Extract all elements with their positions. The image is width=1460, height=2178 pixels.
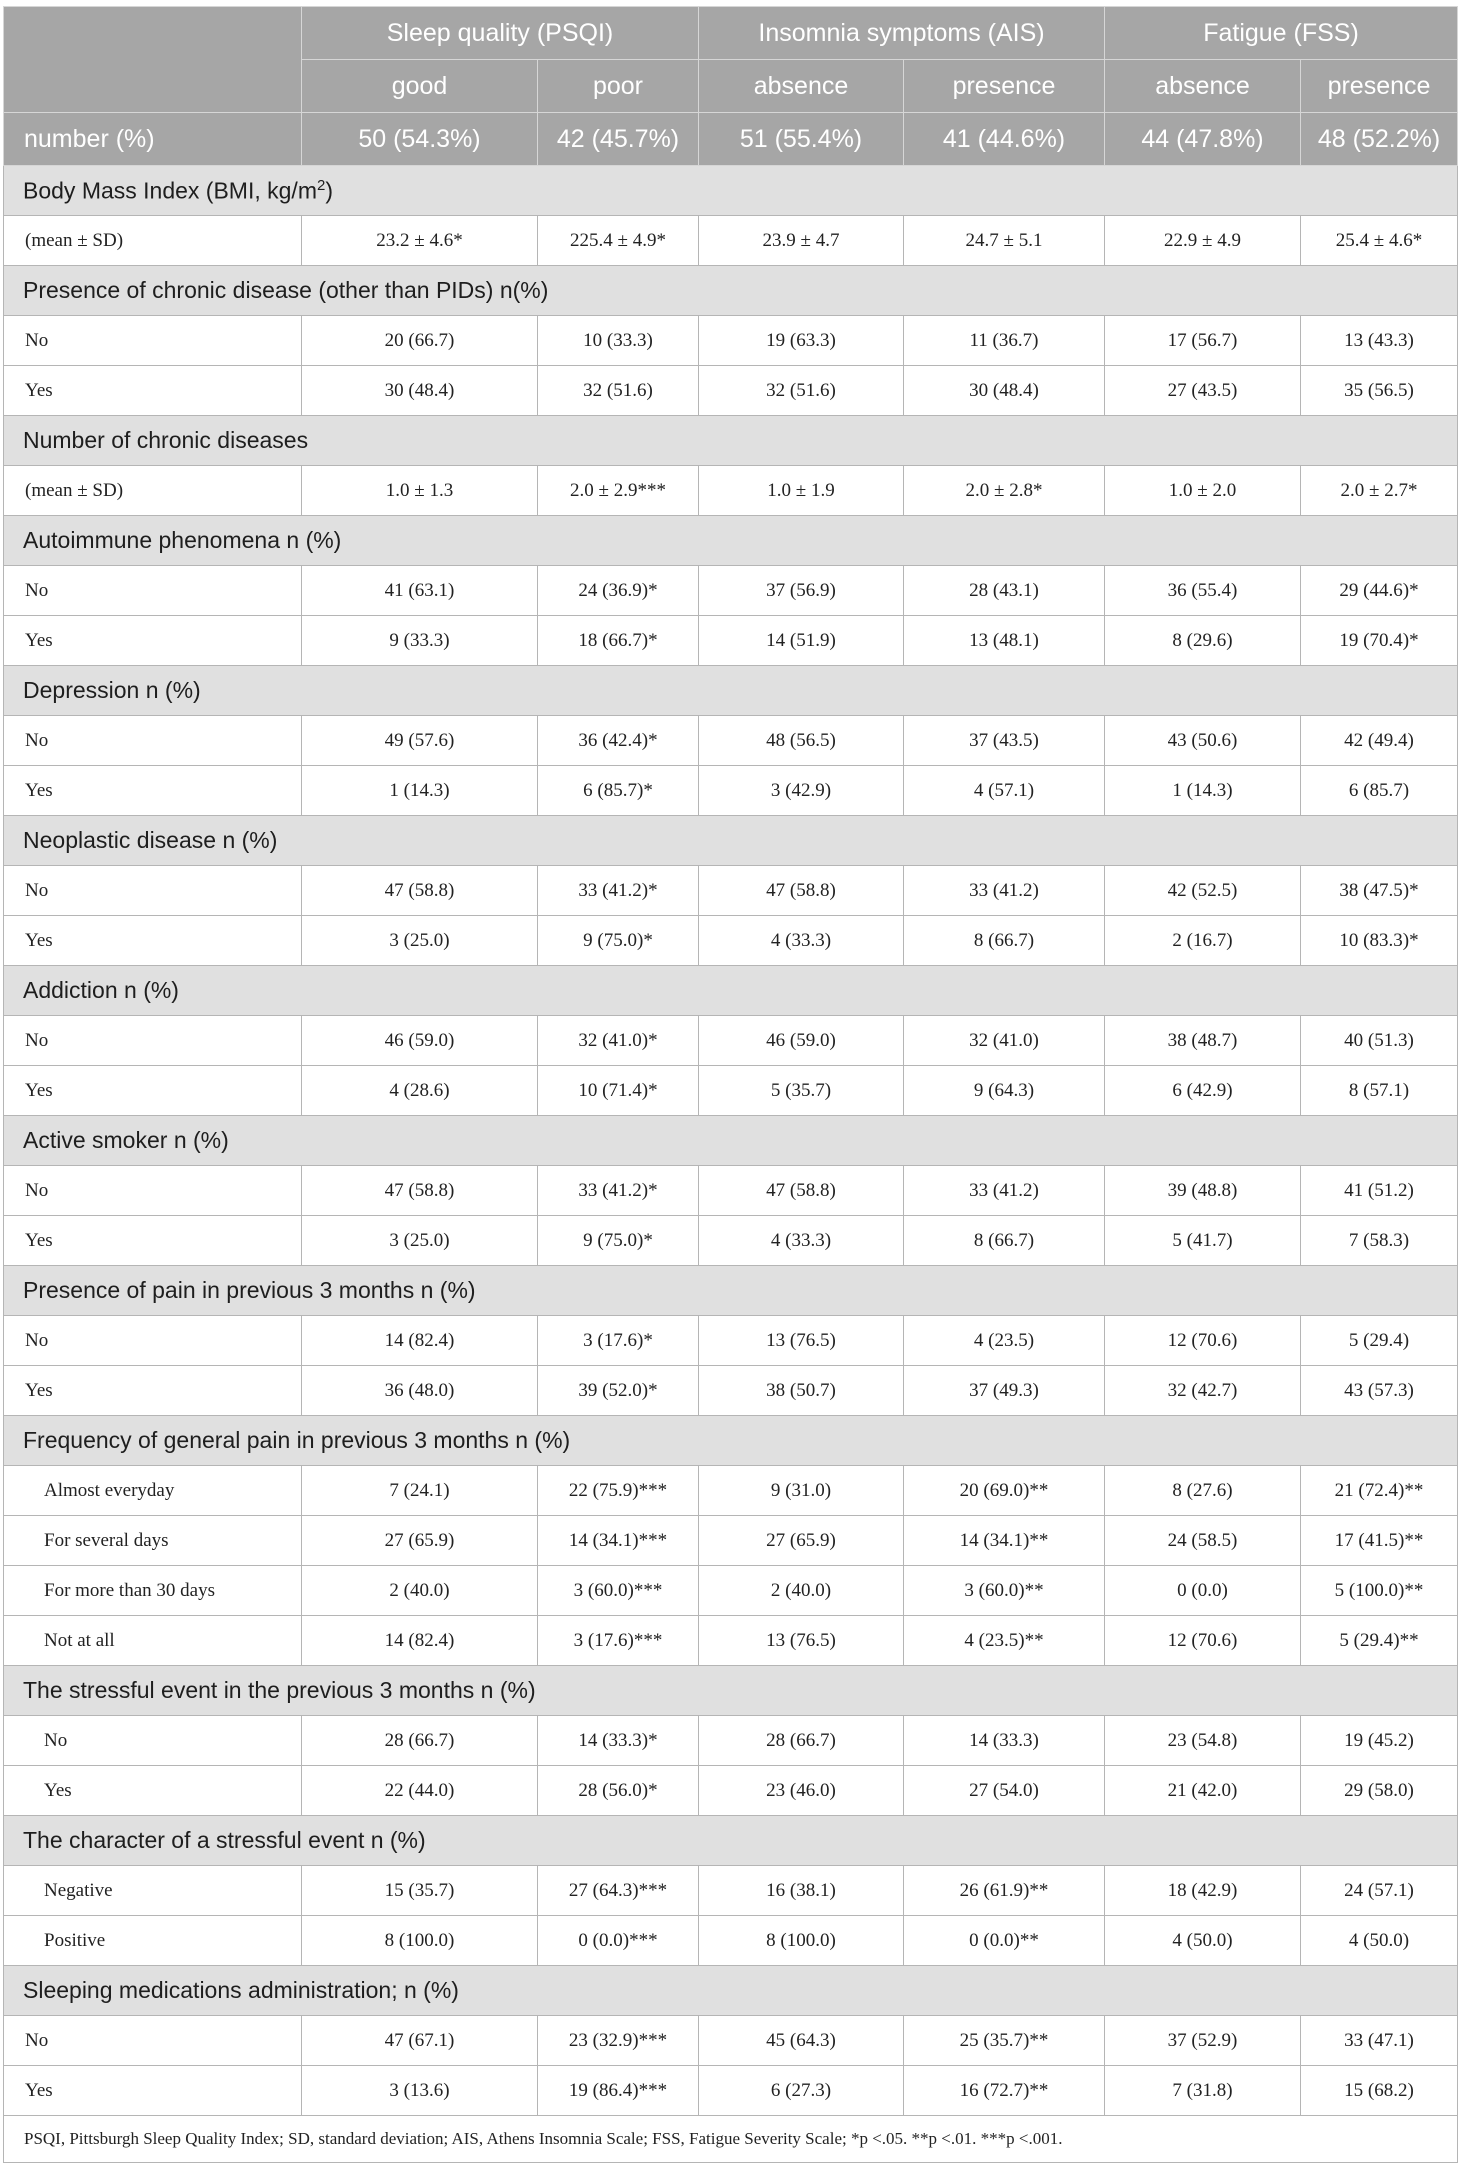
table-cell: 9 (75.0)* <box>538 916 699 966</box>
table-cell: 39 (48.8) <box>1105 1166 1301 1216</box>
table-cell: 2 (16.7) <box>1105 916 1301 966</box>
table-cell: 43 (50.6) <box>1105 716 1301 766</box>
table-cell: 27 (64.3)*** <box>538 1866 699 1916</box>
row-label: Yes <box>4 1066 302 1116</box>
header-sub-psqi-poor: poor <box>538 60 699 113</box>
table-cell: 1.0 ± 2.0 <box>1105 466 1301 516</box>
section-header-row <box>4 1416 1458 1466</box>
header-sub-fss-absence: absence <box>1105 60 1301 113</box>
table-header <box>4 7 1458 166</box>
section-title <box>4 516 1458 566</box>
table-cell: 16 (38.1) <box>699 1866 904 1916</box>
table-cell: 21 (72.4)** <box>1301 1466 1458 1516</box>
table-cell: 4 (57.1) <box>904 766 1105 816</box>
table-cell: 0 (0.0)** <box>904 1916 1105 1966</box>
table-cell: 41 (51.2) <box>1301 1166 1458 1216</box>
table-cell: 1 (14.3) <box>1105 766 1301 816</box>
table-cell: 25 (35.7)** <box>904 2016 1105 2066</box>
table-cell: 47 (58.8) <box>699 1166 904 1216</box>
footnote: PSQI, Pittsburgh Sleep Quality Index; SD, standard deviation; AIS, Athens Insomnia Scale; FSS, Fatigue Severity Scale; *p <.05. **p <.01. ***p <.001. <box>4 2116 1458 2163</box>
row-label: Yes <box>4 2066 302 2116</box>
table-cell: 8 (100.0) <box>699 1916 904 1966</box>
table-cell: 46 (59.0) <box>699 1016 904 1066</box>
table-cell: 41 (63.1) <box>302 566 538 616</box>
table-cell: 4 (50.0) <box>1105 1916 1301 1966</box>
table-row <box>4 466 1458 516</box>
table-cell: 8 (100.0) <box>302 1916 538 1966</box>
table-cell: 36 (48.0) <box>302 1366 538 1416</box>
table-footer <box>4 2116 1458 2163</box>
table-cell: 6 (85.7) <box>1301 766 1458 816</box>
table-cell: 9 (75.0)* <box>538 1216 699 1266</box>
section-title-text: Active smoker n (%) <box>23 1127 229 1153</box>
section-title <box>4 966 1458 1016</box>
table-cell: 23.9 ± 4.7 <box>699 216 904 266</box>
table-cell: 27 (65.9) <box>302 1516 538 1566</box>
section-header-row <box>4 166 1458 216</box>
table-cell: 14 (82.4) <box>302 1616 538 1666</box>
header-corner-cell <box>4 7 302 113</box>
table-cell: 2.0 ± 2.7* <box>1301 466 1458 516</box>
table-cell: 14 (33.3)* <box>538 1716 699 1766</box>
table-cell: 4 (23.5)** <box>904 1616 1105 1666</box>
table-cell: 35 (56.5) <box>1301 366 1458 416</box>
section-title-text: Number of chronic diseases <box>23 427 309 453</box>
table-cell: 32 (51.6) <box>538 366 699 416</box>
table-cell: 2.0 ± 2.9*** <box>538 466 699 516</box>
table-cell: 23 (54.8) <box>1105 1716 1301 1766</box>
header-sub-psqi-good: good <box>302 60 538 113</box>
table-cell: 14 (34.1)*** <box>538 1516 699 1566</box>
row-label: (mean ± SD) <box>4 466 302 516</box>
table-row <box>4 566 1458 616</box>
table-cell: 3 (17.6)* <box>538 1316 699 1366</box>
table-cell: 22 (75.9)*** <box>538 1466 699 1516</box>
table-row <box>4 1066 1458 1116</box>
section-header-row <box>4 416 1458 466</box>
header-sub-ais-absence: absence <box>699 60 904 113</box>
table-cell: 30 (48.4) <box>904 366 1105 416</box>
section-header-row <box>4 1666 1458 1716</box>
row-label: No <box>4 566 302 616</box>
header-number-cell: 48 (52.2%) <box>1301 113 1458 166</box>
table-cell: 5 (41.7) <box>1105 1216 1301 1266</box>
table-cell: 8 (66.7) <box>904 1216 1105 1266</box>
table-cell: 19 (45.2) <box>1301 1716 1458 1766</box>
section-title-text: Addiction n (%) <box>23 977 179 1003</box>
table-cell: 33 (47.1) <box>1301 2016 1458 2066</box>
row-label: No <box>4 1716 302 1766</box>
table-cell: 32 (41.0)* <box>538 1016 699 1066</box>
row-label: Yes <box>4 1216 302 1266</box>
section-title-text: Depression n (%) <box>23 677 201 703</box>
table-cell: 25.4 ± 4.6* <box>1301 216 1458 266</box>
row-label: No <box>4 2016 302 2066</box>
section-title-text: The character of a stressful event n (%) <box>23 1827 426 1853</box>
table-cell: 13 (43.3) <box>1301 316 1458 366</box>
table-cell: 14 (82.4) <box>302 1316 538 1366</box>
table-row <box>4 716 1458 766</box>
section-title-text: Autoimmune phenomena n (%) <box>23 527 342 553</box>
table-row <box>4 2016 1458 2066</box>
table-cell: 43 (57.3) <box>1301 1366 1458 1416</box>
section-title-text: The stressful event in the previous 3 months n (%) <box>23 1677 536 1703</box>
table-body <box>4 166 1458 2116</box>
table-row <box>4 916 1458 966</box>
table-cell: 15 (68.2) <box>1301 2066 1458 2116</box>
table-cell: 14 (51.9) <box>699 616 904 666</box>
table-cell: 22 (44.0) <box>302 1766 538 1816</box>
section-title-text: Frequency of general pain in previous 3 months n (%) <box>23 1427 571 1453</box>
table-cell: 10 (83.3)* <box>1301 916 1458 966</box>
table-cell: 3 (60.0)*** <box>538 1566 699 1616</box>
table-cell: 4 (33.3) <box>699 1216 904 1266</box>
table-cell: 0 (0.0)*** <box>538 1916 699 1966</box>
row-label: Yes <box>4 1766 302 1816</box>
row-label: No <box>4 316 302 366</box>
table-cell: 29 (58.0) <box>1301 1766 1458 1816</box>
table-cell: 5 (100.0)** <box>1301 1566 1458 1616</box>
table-cell: 1 (14.3) <box>302 766 538 816</box>
table-cell: 40 (51.3) <box>1301 1016 1458 1066</box>
table-cell: 9 (64.3) <box>904 1066 1105 1116</box>
header-group-ais: Insomnia symptoms (AIS) <box>699 7 1105 60</box>
table-cell: 13 (76.5) <box>699 1616 904 1666</box>
section-header-row <box>4 516 1458 566</box>
row-label: Yes <box>4 366 302 416</box>
table-cell: 10 (33.3) <box>538 316 699 366</box>
row-label: For more than 30 days <box>4 1566 302 1616</box>
section-header-row <box>4 1816 1458 1866</box>
table-cell: 6 (27.3) <box>699 2066 904 2116</box>
table-cell: 7 (58.3) <box>1301 1216 1458 1266</box>
header-number-label: number (%) <box>4 113 302 166</box>
section-header-row <box>4 816 1458 866</box>
table-row <box>4 1716 1458 1766</box>
table-cell: 14 (33.3) <box>904 1716 1105 1766</box>
table-cell: 39 (52.0)* <box>538 1366 699 1416</box>
header-number-cell: 50 (54.3%) <box>302 113 538 166</box>
table-cell: 47 (58.8) <box>699 866 904 916</box>
row-label: Positive <box>4 1916 302 1966</box>
table-cell: 6 (85.7)* <box>538 766 699 816</box>
section-title-text: Sleeping medications administration; n (%) <box>23 1977 459 2003</box>
table-cell: 19 (70.4)* <box>1301 616 1458 666</box>
table-cell: 49 (57.6) <box>302 716 538 766</box>
table-cell: 26 (61.9)** <box>904 1866 1105 1916</box>
row-label: (mean ± SD) <box>4 216 302 266</box>
table-cell: 12 (70.6) <box>1105 1616 1301 1666</box>
section-title <box>4 1116 1458 1166</box>
table-cell: 37 (52.9) <box>1105 2016 1301 2066</box>
header-number-cell: 51 (55.4%) <box>699 113 904 166</box>
table-cell: 5 (29.4)** <box>1301 1616 1458 1666</box>
footnote-row <box>4 2116 1458 2163</box>
table-row <box>4 1616 1458 1666</box>
table-cell: 27 (54.0) <box>904 1766 1105 1816</box>
table-row <box>4 1216 1458 1266</box>
header-group-row <box>4 7 1458 60</box>
section-title-text: Presence of chronic disease (other than PIDs) n(%) <box>23 277 549 303</box>
table-cell: 4 (50.0) <box>1301 1916 1458 1966</box>
table-cell: 3 (25.0) <box>302 916 538 966</box>
row-label: Not at all <box>4 1616 302 1666</box>
row-label: No <box>4 1316 302 1366</box>
table-cell: 3 (17.6)*** <box>538 1616 699 1666</box>
section-title <box>4 416 1458 466</box>
table-row <box>4 1566 1458 1616</box>
table-cell: 19 (86.4)*** <box>538 2066 699 2116</box>
row-label: Negative <box>4 1866 302 1916</box>
table-cell: 3 (25.0) <box>302 1216 538 1266</box>
header-sub-fss-presence: presence <box>1301 60 1458 113</box>
table-cell: 16 (72.7)** <box>904 2066 1105 2116</box>
table-cell: 7 (31.8) <box>1105 2066 1301 2116</box>
table-cell: 15 (35.7) <box>302 1866 538 1916</box>
section-header-row <box>4 1966 1458 2016</box>
section-title <box>4 266 1458 316</box>
section-title-text: Body Mass Index (BMI, kg/m <box>23 177 317 204</box>
header-sub-ais-presence: presence <box>904 60 1105 113</box>
table-row <box>4 1366 1458 1416</box>
row-label: No <box>4 716 302 766</box>
table-cell: 18 (66.7)* <box>538 616 699 666</box>
row-label: For several days <box>4 1516 302 1566</box>
section-header-row <box>4 666 1458 716</box>
table-cell: 8 (66.7) <box>904 916 1105 966</box>
table-cell: 20 (66.7) <box>302 316 538 366</box>
table-cell: 0 (0.0) <box>1105 1566 1301 1616</box>
header-number-cell: 41 (44.6%) <box>904 113 1105 166</box>
table-cell: 2 (40.0) <box>302 1566 538 1616</box>
section-header-row <box>4 1266 1458 1316</box>
table-container <box>3 6 1457 2163</box>
table-cell: 28 (43.1) <box>904 566 1105 616</box>
table-cell: 38 (47.5)* <box>1301 866 1458 916</box>
table-cell: 2 (40.0) <box>699 1566 904 1616</box>
table-cell: 10 (71.4)* <box>538 1066 699 1116</box>
row-label: No <box>4 1166 302 1216</box>
table-cell: 1.0 ± 1.3 <box>302 466 538 516</box>
table-cell: 45 (64.3) <box>699 2016 904 2066</box>
row-label: No <box>4 1016 302 1066</box>
table-cell: 8 (57.1) <box>1301 1066 1458 1116</box>
table-cell: 38 (50.7) <box>699 1366 904 1416</box>
table-row <box>4 1316 1458 1366</box>
table-cell: 47 (58.8) <box>302 866 538 916</box>
table-cell: 5 (29.4) <box>1301 1316 1458 1366</box>
table-cell: 23.2 ± 4.6* <box>302 216 538 266</box>
table-row <box>4 316 1458 366</box>
table-cell: 4 (28.6) <box>302 1066 538 1116</box>
section-title-end: ) <box>325 177 333 204</box>
table-cell: 8 (27.6) <box>1105 1466 1301 1516</box>
table-cell: 11 (36.7) <box>904 316 1105 366</box>
table-cell: 6 (42.9) <box>1105 1066 1301 1116</box>
section-title-superscript: 2 <box>316 176 326 194</box>
table-cell: 42 (52.5) <box>1105 866 1301 916</box>
table-cell: 225.4 ± 4.9* <box>538 216 699 266</box>
section-title <box>4 1266 1458 1316</box>
section-title <box>4 1416 1458 1466</box>
table-cell: 32 (41.0) <box>904 1016 1105 1066</box>
table-cell: 17 (56.7) <box>1105 316 1301 366</box>
table-row <box>4 1766 1458 1816</box>
table-cell: 37 (56.9) <box>699 566 904 616</box>
table-cell: 5 (35.7) <box>699 1066 904 1116</box>
table-row <box>4 216 1458 266</box>
row-label: Yes <box>4 916 302 966</box>
table-cell: 20 (69.0)** <box>904 1466 1105 1516</box>
table-cell: 47 (58.8) <box>302 1166 538 1216</box>
header-group-fss: Fatigue (FSS) <box>1105 7 1458 60</box>
section-title <box>4 1666 1458 1716</box>
table-cell: 3 (42.9) <box>699 766 904 816</box>
table-cell: 24 (36.9)* <box>538 566 699 616</box>
table-cell: 13 (48.1) <box>904 616 1105 666</box>
section-title-text: Presence of pain in previous 3 months n (%) <box>23 1277 476 1303</box>
table-cell: 37 (43.5) <box>904 716 1105 766</box>
table-cell: 32 (42.7) <box>1105 1366 1301 1416</box>
table-cell: 28 (66.7) <box>302 1716 538 1766</box>
table-cell: 47 (67.1) <box>302 2016 538 2066</box>
table-cell: 23 (46.0) <box>699 1766 904 1816</box>
row-label: Yes <box>4 766 302 816</box>
section-title <box>4 1966 1458 2016</box>
table-cell: 4 (23.5) <box>904 1316 1105 1366</box>
table-cell: 21 (42.0) <box>1105 1766 1301 1816</box>
table-cell: 8 (29.6) <box>1105 616 1301 666</box>
table-cell: 4 (33.3) <box>699 916 904 966</box>
table-cell: 3 (13.6) <box>302 2066 538 2116</box>
row-label: No <box>4 866 302 916</box>
table-cell: 33 (41.2)* <box>538 1166 699 1216</box>
table-cell: 14 (34.1)** <box>904 1516 1105 1566</box>
table-cell: 9 (33.3) <box>302 616 538 666</box>
section-title <box>4 1816 1458 1866</box>
results-table <box>3 6 1458 2163</box>
section-title <box>4 666 1458 716</box>
header-group-psqi: Sleep quality (PSQI) <box>302 7 699 60</box>
table-row <box>4 1516 1458 1566</box>
row-label: Yes <box>4 616 302 666</box>
table-cell: 24 (58.5) <box>1105 1516 1301 1566</box>
section-title <box>4 166 1458 216</box>
header-number-cell: 42 (45.7%) <box>538 113 699 166</box>
table-cell: 27 (43.5) <box>1105 366 1301 416</box>
row-label: Almost everyday <box>4 1466 302 1516</box>
header-number-cell: 44 (47.8%) <box>1105 113 1301 166</box>
table-row <box>4 2066 1458 2116</box>
table-row <box>4 766 1458 816</box>
table-row <box>4 1016 1458 1066</box>
table-cell: 36 (55.4) <box>1105 566 1301 616</box>
section-title <box>4 816 1458 866</box>
table-cell: 7 (24.1) <box>302 1466 538 1516</box>
table-row <box>4 366 1458 416</box>
table-cell: 42 (49.4) <box>1301 716 1458 766</box>
table-cell: 24 (57.1) <box>1301 1866 1458 1916</box>
table-cell: 19 (63.3) <box>699 316 904 366</box>
table-cell: 37 (49.3) <box>904 1366 1105 1416</box>
table-row <box>4 1866 1458 1916</box>
section-header-row <box>4 1116 1458 1166</box>
table-cell: 28 (66.7) <box>699 1716 904 1766</box>
table-cell: 24.7 ± 5.1 <box>904 216 1105 266</box>
table-cell: 32 (51.6) <box>699 366 904 416</box>
table-cell: 28 (56.0)* <box>538 1766 699 1816</box>
table-row <box>4 1166 1458 1216</box>
table-cell: 33 (41.2) <box>904 1166 1105 1216</box>
table-row <box>4 1466 1458 1516</box>
table-cell: 33 (41.2) <box>904 866 1105 916</box>
table-cell: 18 (42.9) <box>1105 1866 1301 1916</box>
table-cell: 22.9 ± 4.9 <box>1105 216 1301 266</box>
table-cell: 30 (48.4) <box>302 366 538 416</box>
table-cell: 3 (60.0)** <box>904 1566 1105 1616</box>
table-cell: 1.0 ± 1.9 <box>699 466 904 516</box>
table-cell: 48 (56.5) <box>699 716 904 766</box>
table-cell: 12 (70.6) <box>1105 1316 1301 1366</box>
section-header-row <box>4 266 1458 316</box>
row-label: Yes <box>4 1366 302 1416</box>
table-row <box>4 866 1458 916</box>
table-cell: 36 (42.4)* <box>538 716 699 766</box>
section-title-text: Neoplastic disease n (%) <box>23 827 278 853</box>
table-cell: 13 (76.5) <box>699 1316 904 1366</box>
table-cell: 33 (41.2)* <box>538 866 699 916</box>
table-cell: 38 (48.7) <box>1105 1016 1301 1066</box>
table-cell: 46 (59.0) <box>302 1016 538 1066</box>
table-cell: 29 (44.6)* <box>1301 566 1458 616</box>
table-cell: 9 (31.0) <box>699 1466 904 1516</box>
table-cell: 27 (65.9) <box>699 1516 904 1566</box>
table-row <box>4 616 1458 666</box>
table-cell: 2.0 ± 2.8* <box>904 466 1105 516</box>
header-number-row <box>4 113 1458 166</box>
table-row <box>4 1916 1458 1966</box>
table-cell: 23 (32.9)*** <box>538 2016 699 2066</box>
table-cell: 17 (41.5)** <box>1301 1516 1458 1566</box>
section-header-row <box>4 966 1458 1016</box>
